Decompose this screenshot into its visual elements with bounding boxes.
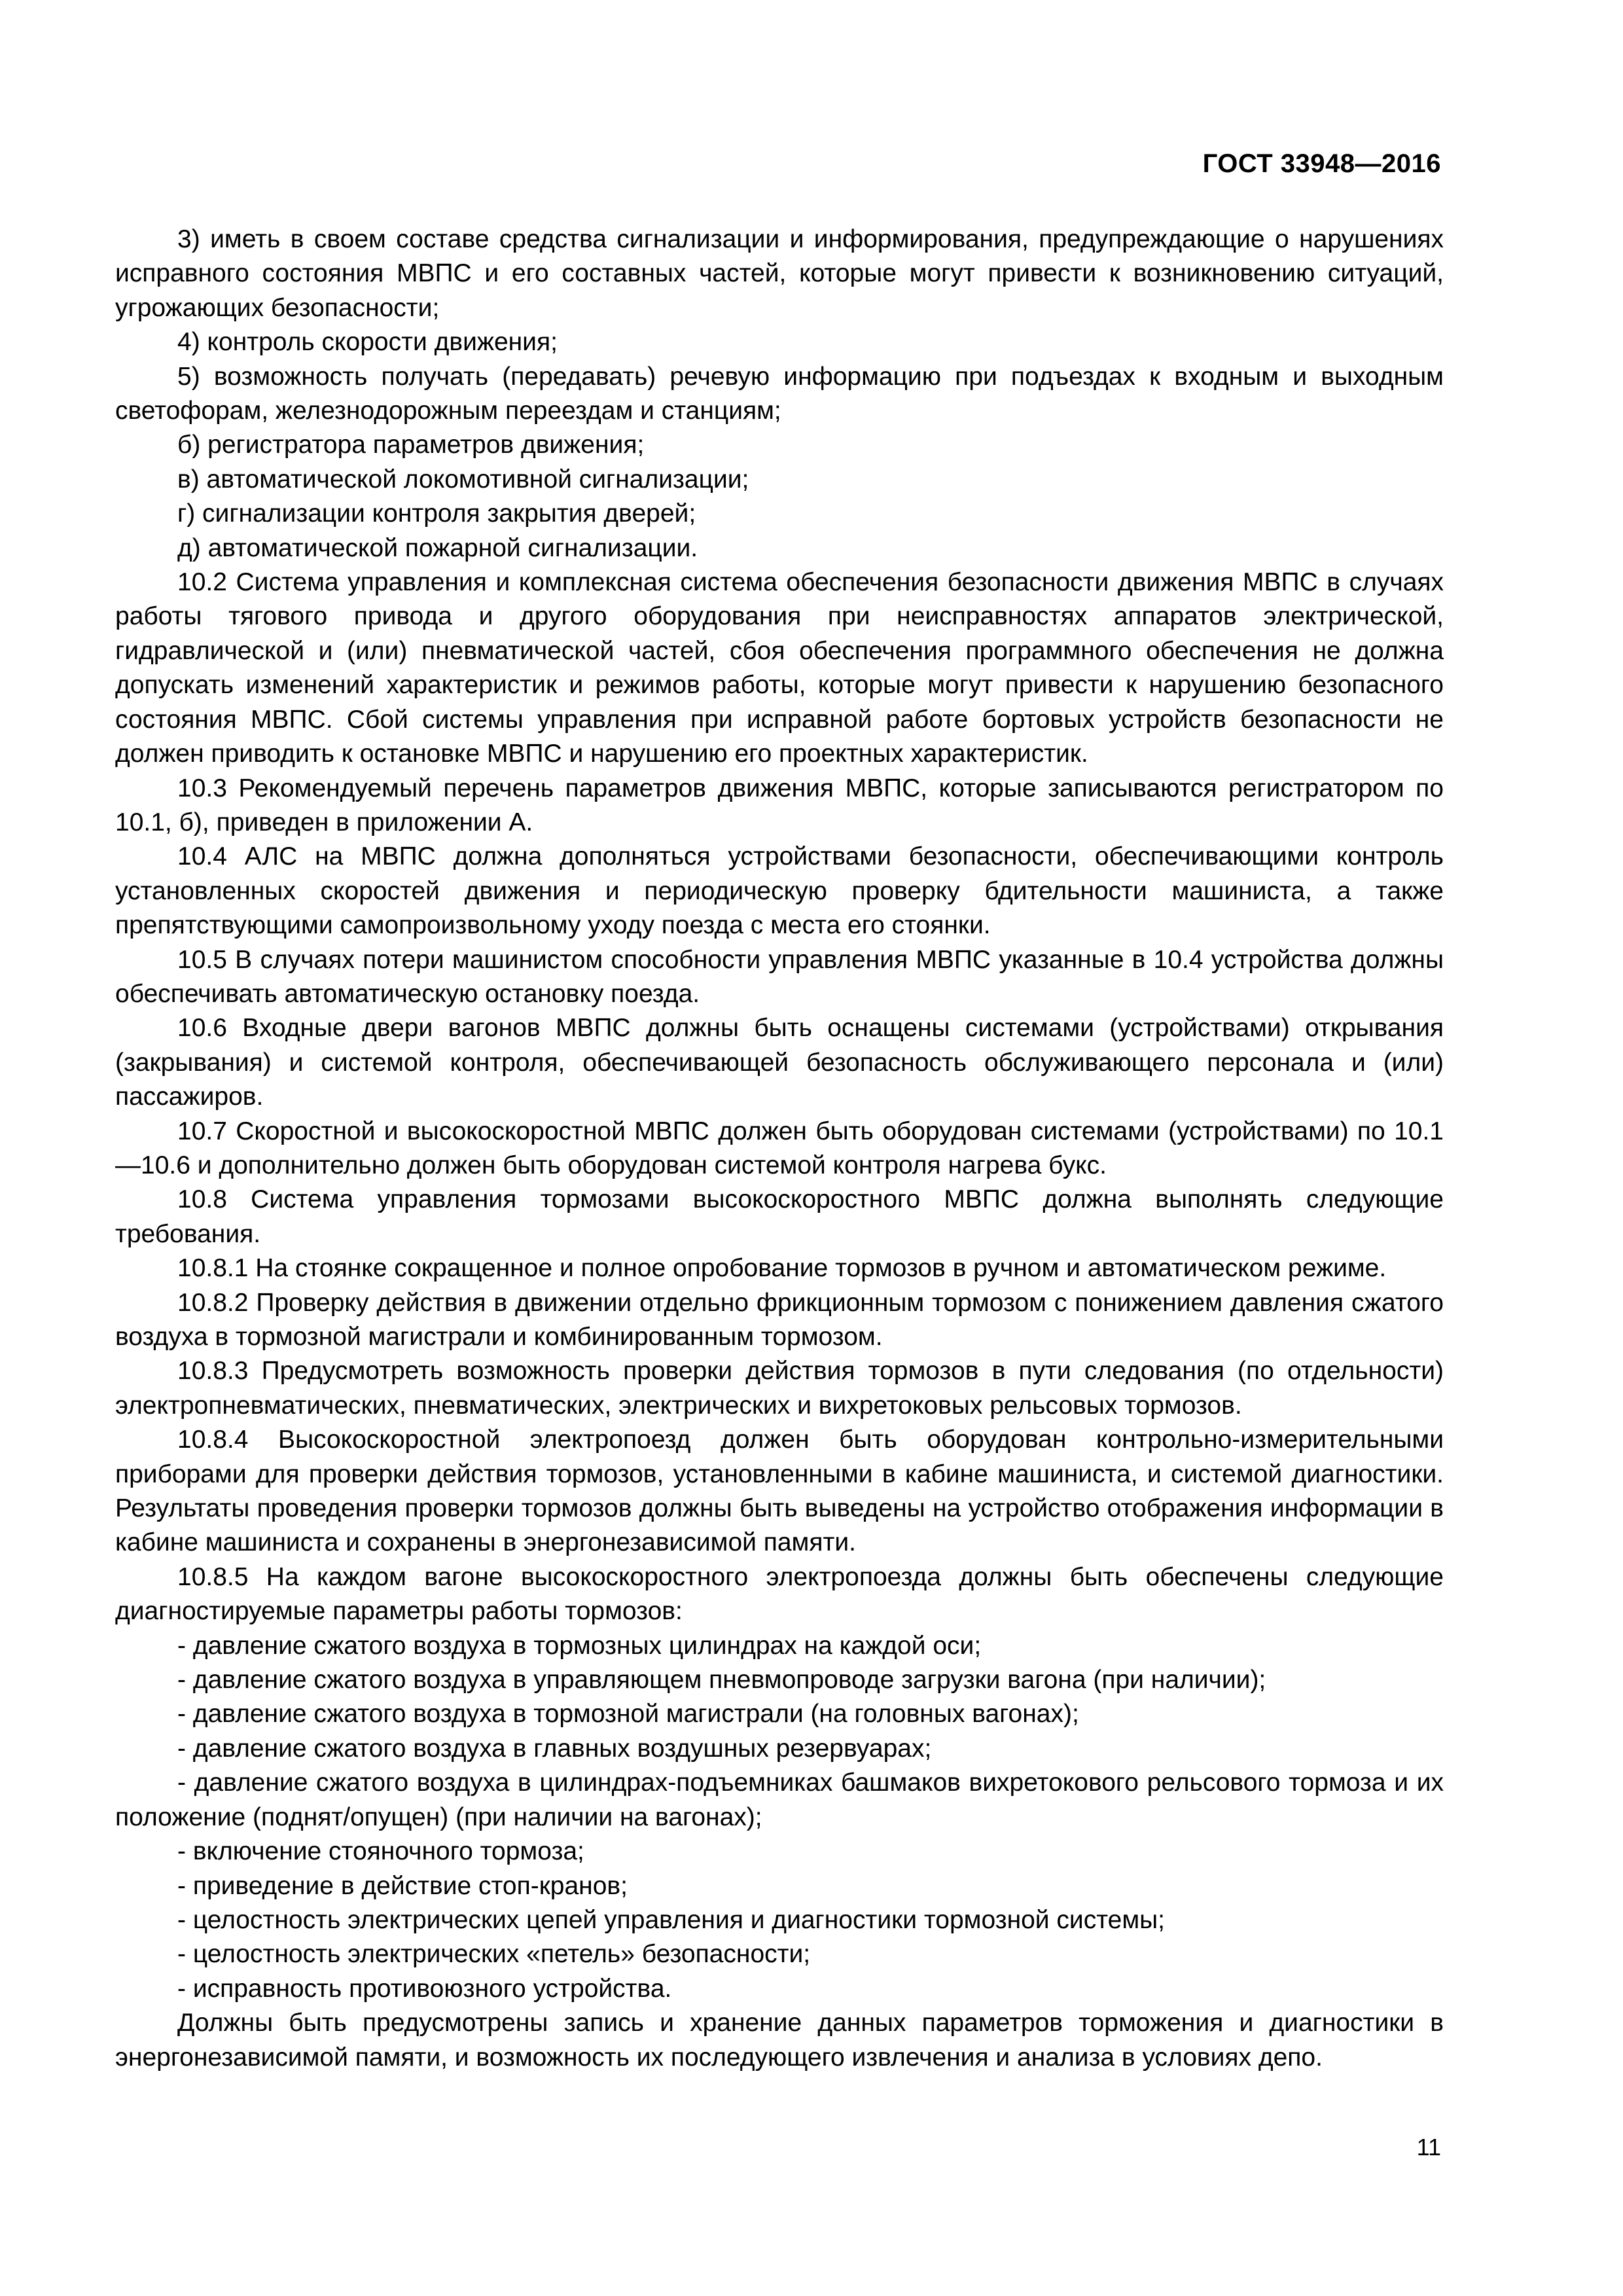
dash-item: - давление сжатого воздуха в тормозной магистрали (на головных вагонах); (177, 1700, 1079, 1729)
clause-10-4: 10.4 АЛС на МВПС должна дополняться устройствами безопасности, обеспечивающими контроль установленных скоростей движения и периодическую проверку бдительности машиниста, а также препятствующими самопроизвольному уходу поезда с места его стоянки. (115, 842, 1444, 940)
dash-item: - целостность электрических цепей управления и диагностики тормозной системы; (177, 1905, 1166, 1934)
paragraph-3: 3) иметь в своем составе средства сигнализации и информирования, предупреждающие о нарушениях исправного состояния МВПС и его составных частей, которые могут привести к возникновению ситуаций, угрожающих безопасности; (115, 225, 1444, 322)
clause-10-5: 10.5 В случаях потери машинистом способности управления МВПС указанные в 10.4 устройства должны обеспечивать автоматическую остановку поезда. (115, 945, 1444, 1008)
clause-10-3: 10.3 Рекомендуемый перечень параметров движения МВПС, которые записываются регистратором по 10.1, б), приведен в приложении А. (115, 774, 1444, 836)
dash-item: - давление сжатого воздуха в тормозных цилиндрах на каждой оси; (177, 1631, 982, 1660)
dash-item: - включение стояночного тормоза; (177, 1837, 584, 1866)
paragraph-g: г) сигнализации контроля закрытия дверей; (177, 499, 696, 528)
clause-10-2: 10.2 Система управления и комплексная система обеспечения безопасности движения МВПС в случаях работы тягового привода и другого оборудования при неисправностях аппаратов электрической, гидравлической и (или) пневматической частей, сбоя обеспечения программного обеспечения не должна допускать изменений характеристик и режимов работы, которые могут привести к нарушению безопасного состояния МВПС. Сбой системы управления при исправной работе бортовых устройств безопасности не должен приводить к остановке МВПС и нарушению его проектных характеристик. (115, 568, 1444, 768)
dash-item: - целостность электрических «петель» безопасности; (177, 1940, 811, 1969)
clause-10-8-2: 10.8.2 Проверку действия в движении отдельно фрикционным тормозом с понижением давления сжатого воздуха в тормозной магистрали и комбинированным тормозом. (115, 1288, 1444, 1351)
paragraph-4: 4) контроль скорости движения; (177, 328, 558, 357)
paragraph-b: б) регистратора параметров движения; (177, 431, 645, 459)
standard-designation: ГОСТ 33948—2016 (1202, 149, 1441, 178)
clause-10-7: 10.7 Скоростной и высокоскоростной МВПС должен быть оборудован системами (устройствами) по 10.1—10.6 и дополнительно должен быть оборудован системой контроля нагрева букс. (115, 1117, 1444, 1179)
page-number: 11 (1416, 2134, 1441, 2161)
closing-paragraph: Должны быть предусмотрены запись и хранение данных параметров торможения и диагностики в энергонезависимой памяти, и возможность их последующего извлечения и анализа в условиях депо. (115, 2009, 1444, 2072)
document-body (115, 223, 1444, 2075)
paragraph-v: в) автоматической локомотивной сигнализации; (177, 465, 749, 493)
clause-10-8-3: 10.8.3 Предусмотреть возможность проверки действия тормозов в пути следования (по отдельности) электропневматических, пневматических, электрических и вихретоковых рельсовых тормозов. (115, 1357, 1444, 1420)
dash-item: - давление сжатого воздуха в управляющем пневмопроводе загрузки вагона (при наличии); (177, 1666, 1266, 1695)
clause-10-8-4: 10.8.4 Высокоскоростной электропоезд должен быть оборудован контрольно-измерительными приборами для проверки действия тормозов, установленными в кабине машиниста, и системой диагностики. Результаты проведения проверки тормозов должны быть выведены на устройство отображения информации в кабине машиниста и сохранены в энергонезависимой памяти. (115, 1426, 1444, 1557)
clause-10-8-1: 10.8.1 На стоянке сокращенное и полное опробование тормозов в ручном и автоматическом режиме. (177, 1254, 1387, 1283)
dash-item: - давление сжатого воздуха в цилиндрах-подъемниках башмаков вихретокового рельсового тормоза и их положение (поднят/опущен) (при наличии на вагонах); (115, 1768, 1444, 1831)
dash-item: - исправность противоюзного устройства. (177, 1974, 672, 2003)
dash-item: - приведение в действие стоп-кранов; (177, 1871, 628, 1900)
paragraph-5: 5) возможность получать (передавать) речевую информацию при подъездах к входным и выходным светофорам, железнодорожным переездам и станциям; (115, 362, 1444, 425)
clause-10-8: 10.8 Система управления тормозами высокоскоростного МВПС должна выполнять следующие требования. (115, 1185, 1444, 1248)
paragraph-d: д) автоматической пожарной сигнализации. (177, 533, 698, 562)
clause-10-8-5: 10.8.5 На каждом вагоне высокоскоростного электропоезда должны быть обеспечены следующие диагностируемые параметры работы тормозов: (115, 1562, 1444, 1626)
dash-item: - давление сжатого воздуха в главных воздушных резервуарах; (177, 1734, 932, 1763)
clause-10-6: 10.6 Входные двери вагонов МВПС должны быть оснащены системами (устройствами) открывания (закрывания) и системой контроля, обеспечивающей безопасность обслуживающего персонала и (или) пассажиров. (115, 1014, 1444, 1111)
